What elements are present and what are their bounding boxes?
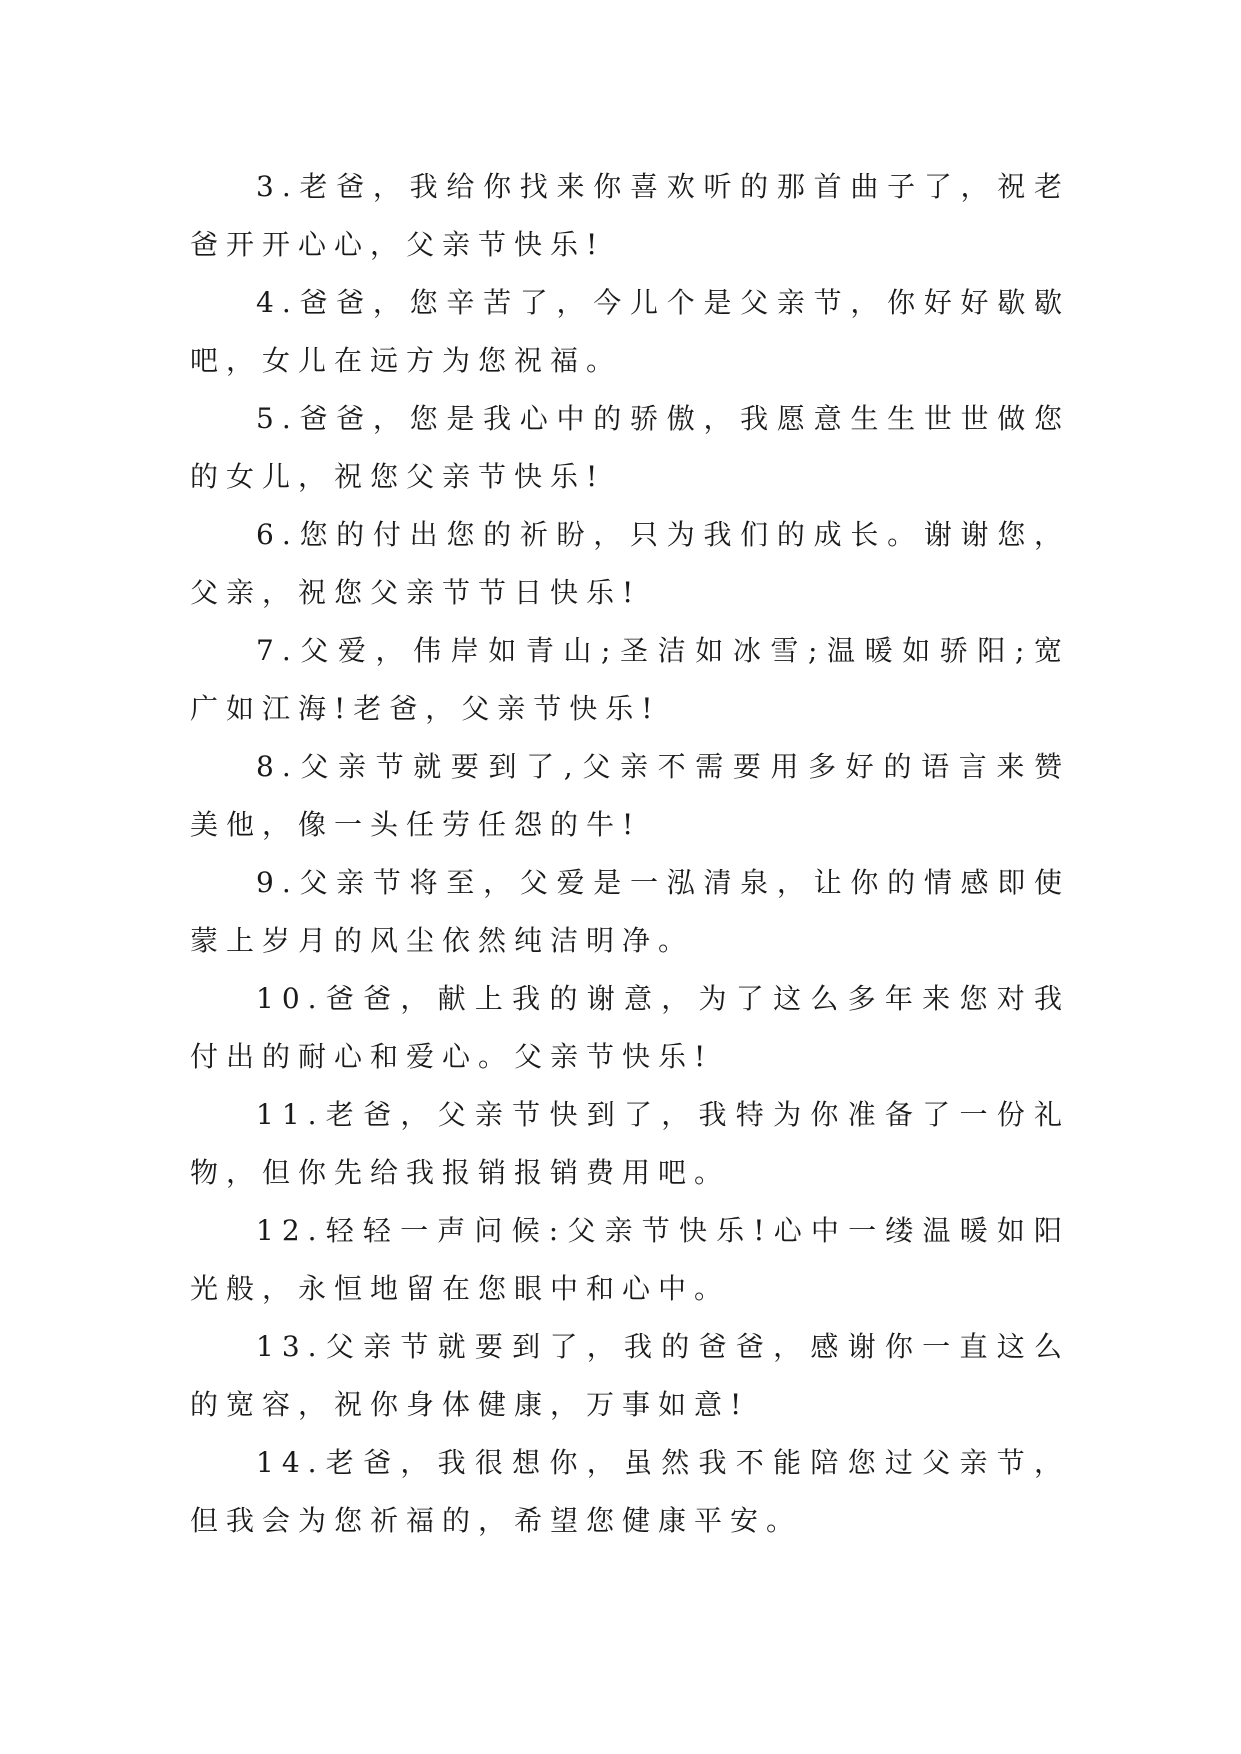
paragraph-7: 7.父爱，伟岸如青山;圣洁如冰雪;温暖如骄阳;宽广如江海!老爸，父亲节快乐! xyxy=(190,634,1070,725)
paragraph-13: 13.父亲节就要到了，我的爸爸，感谢你一直这么的宽容，祝你身体健康，万事如意! xyxy=(190,1330,1070,1421)
paragraph-11: 11.老爸，父亲节快到了，我特为你准备了一份礼物，但你先给我报销报销费用吧。 xyxy=(190,1098,1070,1189)
paragraph-3: 3.老爸，我给你找来你喜欢听的那首曲子了，祝老爸开开心心，父亲节快乐! xyxy=(190,170,1070,261)
paragraph-10: 10.爸爸，献上我的谢意，为了这么多年来您对我付出的耐心和爱心。父亲节快乐! xyxy=(190,982,1070,1073)
paragraph-6: 6.您的付出您的祈盼，只为我们的成长。谢谢您，父亲，祝您父亲节节日快乐! xyxy=(190,518,1070,609)
paragraph-5: 5.爸爸，您是我心中的骄傲，我愿意生生世世做您的女儿，祝您父亲节快乐! xyxy=(190,402,1070,493)
paragraph-14: 14.老爸，我很想你，虽然我不能陪您过父亲节，但我会为您祈福的，希望您健康平安。 xyxy=(190,1446,1070,1537)
document-body xyxy=(190,158,1070,1550)
paragraph-4: 4.爸爸，您辛苦了，今儿个是父亲节，你好好歇歇吧，女儿在远方为您祝福。 xyxy=(190,286,1070,377)
paragraph-9: 9.父亲节将至，父爱是一泓清泉，让你的情感即使蒙上岁月的风尘依然纯洁明净。 xyxy=(190,866,1070,957)
paragraph-8: 8.父亲节就要到了,父亲不需要用多好的语言来赞美他，像一头任劳任怨的牛! xyxy=(190,750,1070,841)
paragraph-12: 12.轻轻一声问候:父亲节快乐!心中一缕温暖如阳光般，永恒地留在您眼中和心中。 xyxy=(190,1214,1070,1305)
